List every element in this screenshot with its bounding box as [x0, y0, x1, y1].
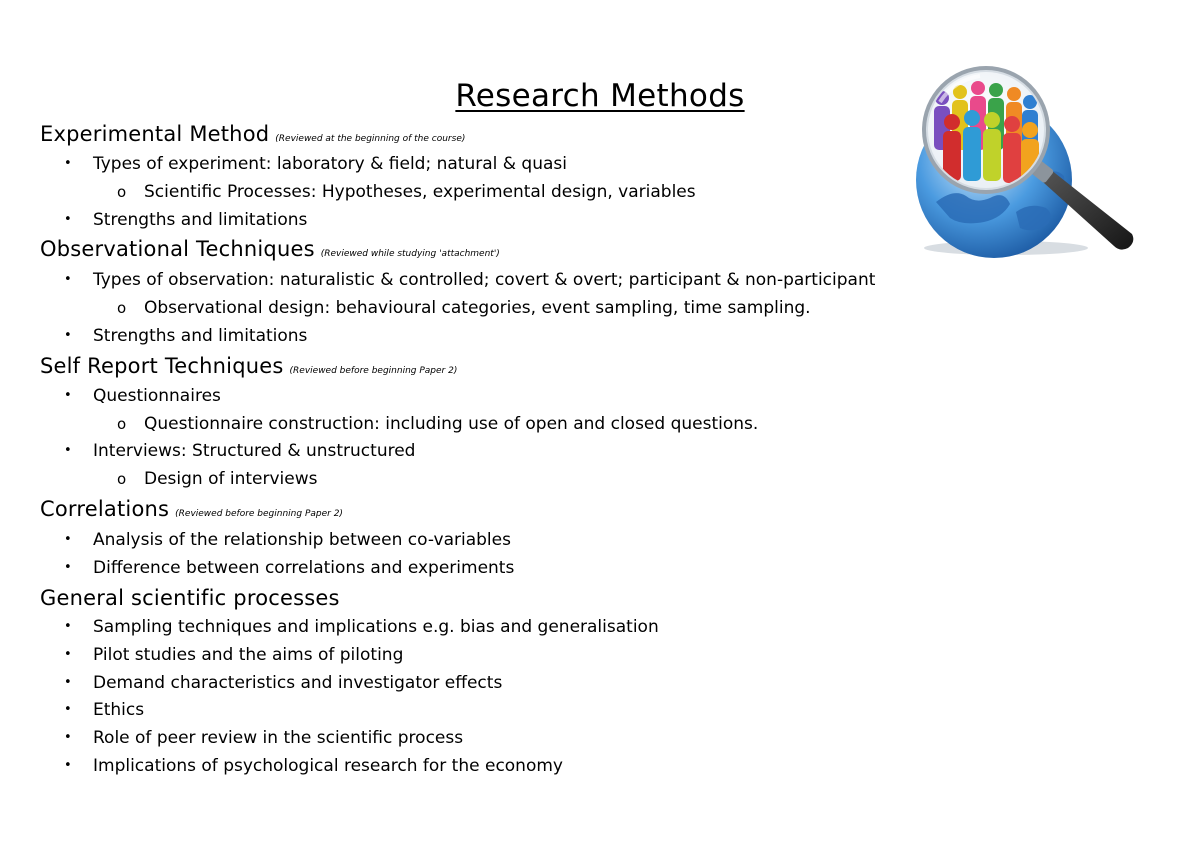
list-item-text: Analysis of the relationship between co-variables — [93, 530, 511, 550]
page-title: Research Methods — [455, 78, 745, 114]
list-item — [0, 643, 1000, 667]
list-item — [0, 439, 1000, 463]
list-item-text: Strengths and limitations — [93, 326, 308, 346]
list-item-text: Types of observation: naturalistic & controlled; covert & overt; participant & non-participant — [93, 270, 876, 290]
sub-list-item-text: Observational design: behavioural categories, event sampling, time sampling. — [144, 298, 811, 318]
section-heading-label: Experimental Method — [40, 122, 270, 146]
list-item-text: Role of peer review in the scientific process — [93, 728, 464, 748]
section-note: (Reviewed at the beginning of the course) — [275, 134, 466, 144]
sub-list-item-text: Questionnaire construction: including use of open and closed questions. — [144, 414, 759, 434]
bullet-icon: • — [64, 443, 72, 458]
list-item — [0, 615, 1000, 639]
list-item — [0, 208, 1000, 232]
list-item — [0, 698, 1000, 722]
bullet-icon: • — [64, 272, 72, 287]
magnifying-glass-globe-people-icon — [896, 62, 1136, 258]
sub-bullet-icon: o — [117, 470, 127, 488]
list-item-text: Demand characteristics and investigator effects — [93, 673, 503, 693]
list-item — [0, 671, 1000, 695]
list-item — [0, 556, 1000, 580]
bullet-icon: • — [64, 532, 72, 547]
section-heading-correlations — [40, 495, 343, 528]
bullet-icon: • — [64, 212, 72, 227]
sub-list-item-text: Design of interviews — [144, 469, 318, 489]
section-note: (Reviewed while studying 'attachment') — [320, 249, 500, 259]
list-item-text: Ethics — [93, 700, 145, 720]
section-heading-label: Correlations — [40, 497, 170, 521]
sub-list-item-text: Scientific Processes: Hypotheses, experimental design, variables — [144, 182, 696, 202]
list-item — [0, 152, 1000, 176]
list-item-text: Interviews: Structured & unstructured — [93, 441, 416, 461]
list-item — [0, 324, 1000, 348]
sub-bullet-icon: o — [117, 299, 127, 317]
section-note: (Reviewed before beginning Paper 2) — [289, 366, 458, 376]
bullet-icon: • — [64, 619, 72, 634]
list-item — [0, 268, 1000, 292]
list-item — [0, 754, 1000, 778]
sub-list-item — [0, 296, 1000, 320]
section-heading-experimental-method — [40, 120, 465, 153]
bullet-icon: • — [64, 328, 72, 343]
section-heading-label: Observational Techniques — [40, 237, 315, 261]
section-heading-label: General scientific processes — [40, 586, 340, 610]
bullet-icon: • — [64, 758, 72, 773]
bullet-icon: • — [64, 388, 72, 403]
sub-list-item — [0, 412, 1000, 436]
section-heading-general-scientific-processes — [40, 584, 340, 612]
sub-bullet-icon: o — [117, 415, 127, 433]
section-heading-label: Self Report Techniques — [40, 354, 284, 378]
list-item-text: Implications of psychological research for the economy — [93, 756, 563, 776]
list-item-text: Questionnaires — [93, 386, 221, 406]
section-heading-observational-techniques — [40, 235, 500, 268]
sub-list-item — [0, 180, 1000, 204]
bullet-icon: • — [64, 560, 72, 575]
section-heading-self-report-techniques — [40, 352, 457, 385]
list-item-text: Strengths and limitations — [93, 210, 308, 230]
list-item — [0, 528, 1000, 552]
bullet-icon: • — [64, 156, 72, 171]
list-item-text: Sampling techniques and implications e.g. bias and generalisation — [93, 617, 659, 637]
bullet-icon: • — [64, 675, 72, 690]
sub-bullet-icon: o — [117, 183, 127, 201]
list-item-text: Difference between correlations and experiments — [93, 558, 515, 578]
list-item-text: Pilot studies and the aims of piloting — [93, 645, 404, 665]
section-note: (Reviewed before beginning Paper 2) — [175, 509, 343, 519]
bullet-icon: • — [64, 647, 72, 662]
bullet-icon: • — [64, 702, 72, 717]
list-item — [0, 384, 1000, 408]
list-item — [0, 726, 1000, 750]
sub-list-item — [0, 467, 1000, 491]
list-item-text: Types of experiment: laboratory & field; natural & quasi — [93, 154, 567, 174]
bullet-icon: • — [64, 730, 72, 745]
